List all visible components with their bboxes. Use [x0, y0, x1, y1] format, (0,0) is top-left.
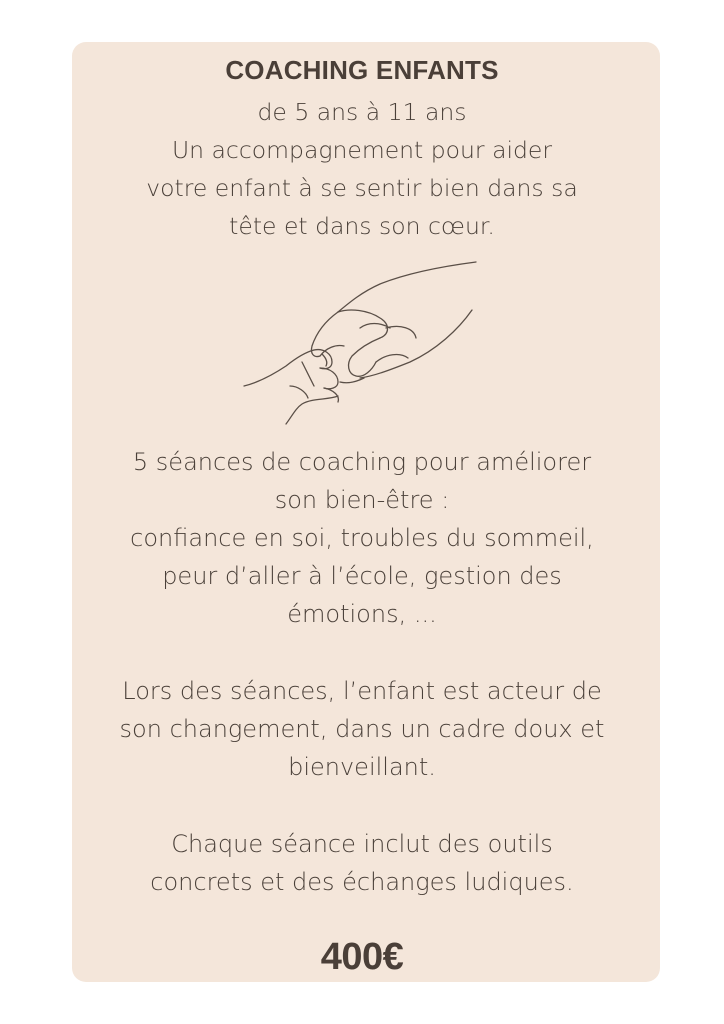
intro-line: tête et dans son cœur. — [229, 212, 495, 240]
each-session-text — [0, 825, 724, 901]
intro-line: de 5 ans à 11 ans — [257, 98, 467, 126]
during-line: son changement, dans un cadre doux et — [119, 715, 605, 743]
adult-and-child-hands-icon — [240, 258, 480, 426]
sessions-line: peur d’aller à l’école, gestion des — [162, 562, 562, 590]
each-line: Chaque séance inclut des outils — [171, 830, 553, 858]
intro-line: votre enfant à se sentir bien dans sa — [146, 174, 578, 202]
sessions-line: confiance en soi, troubles du sommeil, — [130, 524, 594, 552]
during-line: bienveillant. — [288, 753, 436, 781]
sessions-text — [0, 443, 724, 633]
each-line: concrets et des échanges ludiques. — [150, 868, 574, 896]
sessions-line: émotions, ... — [287, 600, 437, 628]
intro-text — [0, 93, 724, 245]
sessions-line: son bien-être : — [274, 486, 450, 514]
price: 400€ — [320, 936, 404, 978]
intro-line: Un accompagnement pour aider — [171, 136, 553, 164]
sessions-line: 5 séances de coaching pour améliorer — [132, 448, 592, 476]
during-sessions-text — [0, 672, 724, 786]
card-title: COACHING ENFANTS — [225, 55, 499, 85]
during-line: Lors des séances, l’enfant est acteur de — [122, 677, 602, 705]
